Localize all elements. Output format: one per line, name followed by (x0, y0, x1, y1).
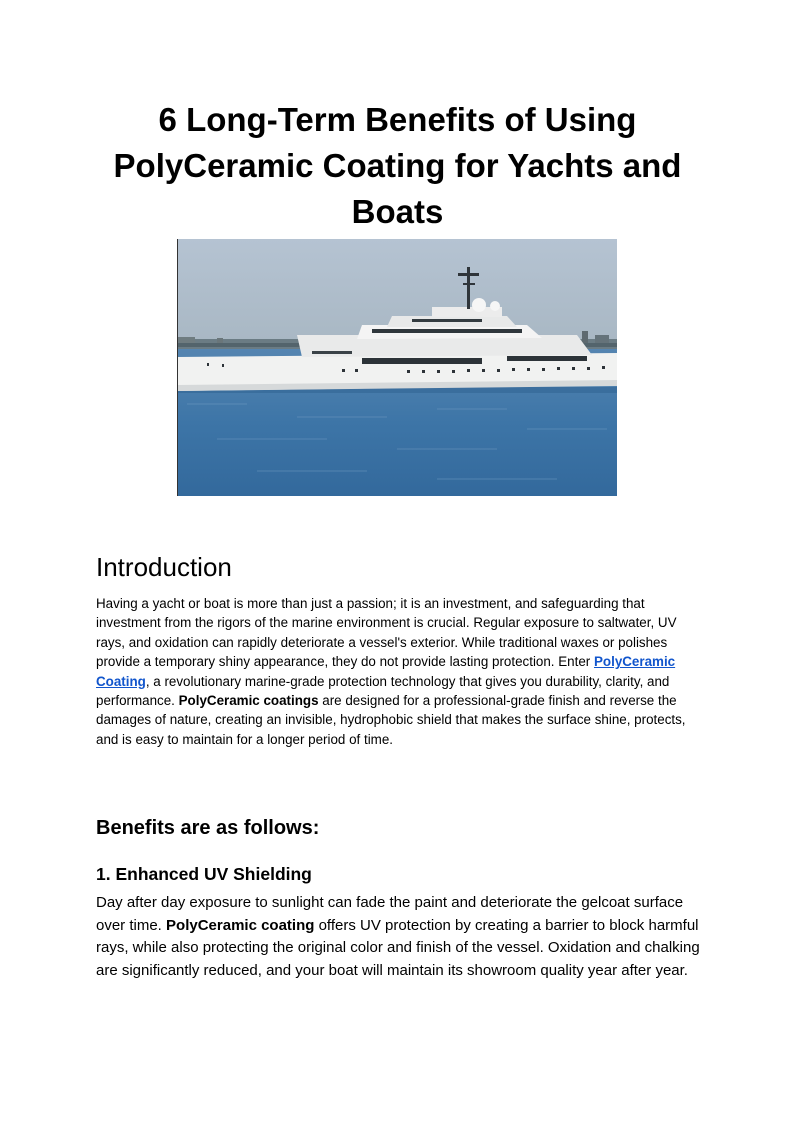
yacht-photo (177, 239, 617, 496)
intro-text-3: are designed for a professional-grade finish and reverse the damages of nature, creating an invisible, hydrophobic shield that makes the surface shine, protects, and is easy to maintain for a longer period of time. (96, 693, 686, 747)
document-title: 6 Long-Term Benefits of Using PolyCeramic Coating for Yachts and Boats (113, 101, 682, 230)
introduction-paragraph (96, 594, 706, 749)
polyceramic-coating-link[interactable]: PolyCeramic Coating (96, 654, 676, 689)
benefit-1-text-2: offers UV protection by creating a barrier to block harmful rays, while also protecting the original color and finish of the vessel. Oxidation and chalking are significantly reduced, and your boat will maintain its showroom quality year after year. (96, 916, 700, 979)
benefits-heading: Benefits are as follows: (96, 817, 320, 839)
benefit-1-heading: 1. Enhanced UV Shielding (96, 864, 312, 884)
intro-bold-text: PolyCeramic coatings (178, 693, 319, 709)
benefit-1-bold-text: PolyCeramic coating (166, 916, 315, 934)
benefit-1-text-1: Day after day exposure to sunlight can fade the paint and deteriorate the gelcoat surface over time. (96, 894, 684, 934)
intro-text-1: Having a yacht or boat is more than just a passion; it is an investment, and safeguarding that investment from the rigors of the marine environment is crucial. Regular exposure to saltwater, UV rays, and oxidation can rapidly deteriorate a vessel's exterior. While traditional waxes or polishes provide a temporary shiny appearance, they do not provide lasting protection. Enter (96, 596, 677, 670)
benefit-1-paragraph (96, 892, 706, 982)
introduction-heading: Introduction (96, 552, 232, 582)
intro-text-2: , a revolutionary marine-grade protection technology that gives you durability, clarity, and performance. (96, 673, 670, 709)
